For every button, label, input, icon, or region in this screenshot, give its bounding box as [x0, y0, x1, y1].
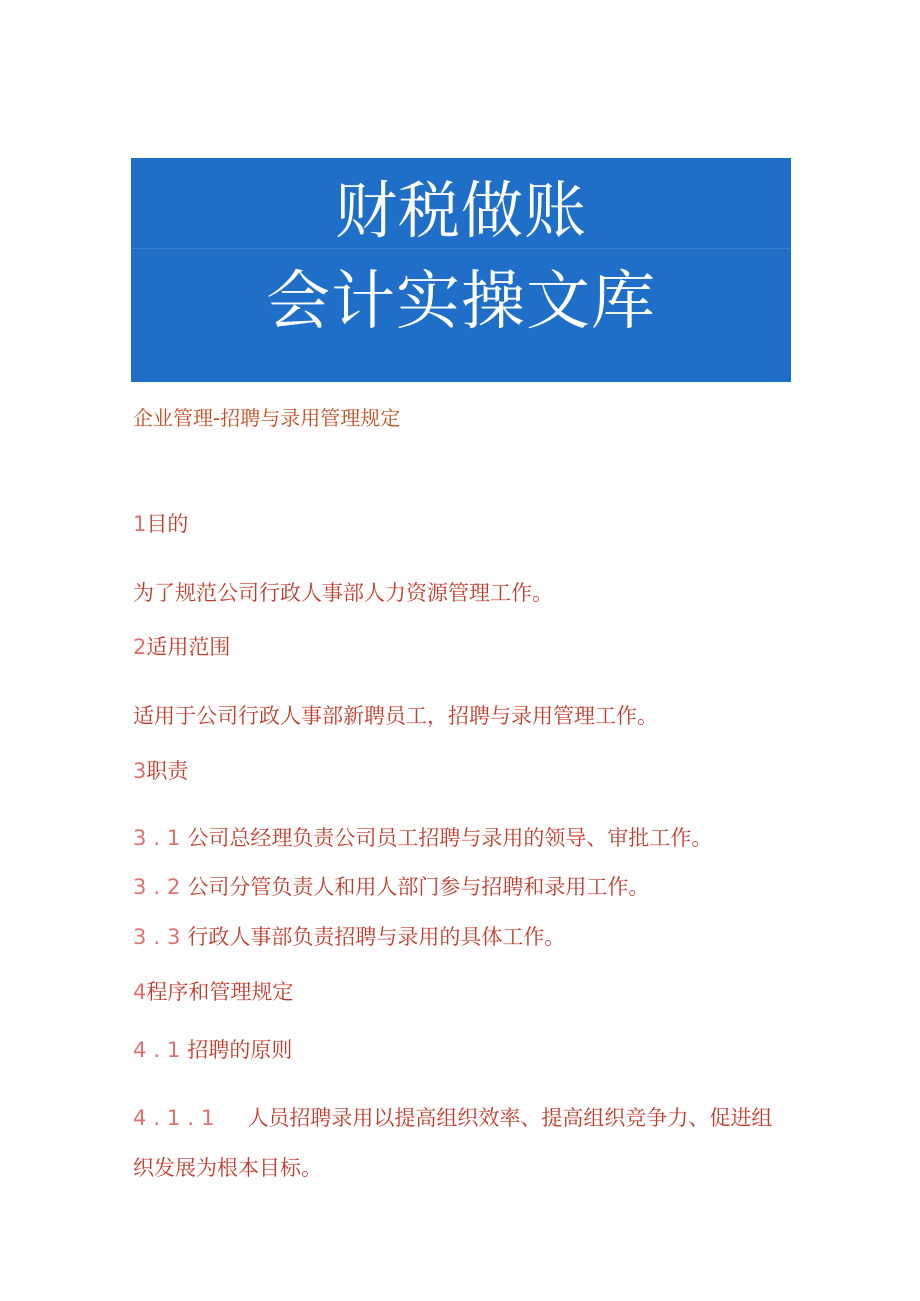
section-title: 职责 — [146, 759, 189, 783]
subsection-number: 4.1.1 — [133, 1106, 222, 1130]
header-banner — [131, 158, 791, 382]
subsection-body: 公司总经理负责公司员工招聘与录用的领导、审批工作。 — [187, 826, 713, 850]
subsection-number: 3.2 — [133, 875, 188, 899]
section-title: 程序和管理规定 — [146, 980, 294, 1004]
section-title: 适用范围 — [146, 635, 231, 659]
document-title: 企业管理-招聘与录用管理规定 — [133, 406, 401, 430]
subsection-title: 招聘的原则 — [187, 1038, 293, 1062]
section-2-body: 适用于公司行政人事部新聘员工，招聘与录用管理工作。 — [133, 704, 658, 728]
section-number: 1 — [133, 512, 147, 536]
subsection-number: 3.1 — [133, 826, 188, 850]
section-number: 2 — [133, 635, 147, 659]
subsection-body: 人员招聘录用以提高组织效率、提高组织竞争力、促进组 — [247, 1106, 773, 1130]
section-4-heading — [133, 976, 293, 1006]
subsection-body: 行政人事部负责招聘与录用的具体工作。 — [187, 925, 566, 949]
section-4-1-1-line2: 织发展为根本目标。 — [133, 1156, 322, 1180]
section-3-3 — [133, 921, 565, 951]
subsection-number: 3.3 — [133, 925, 188, 949]
section-3-heading — [133, 755, 188, 785]
banner-title-line2: 会计实操文库 — [266, 265, 656, 339]
section-1-body: 为了规范公司行政人事部人力资源管理工作。 — [133, 581, 553, 605]
section-4-1 — [133, 1034, 292, 1064]
banner-title-line1: 财税做账 — [334, 174, 587, 247]
section-number: 3 — [133, 759, 147, 783]
banner-divider — [131, 248, 791, 249]
subsection-number: 4.1 — [133, 1038, 188, 1062]
section-title: 目的 — [146, 512, 189, 536]
section-number: 4 — [133, 980, 147, 1004]
section-2-heading — [133, 631, 230, 661]
section-3-1 — [133, 822, 712, 852]
section-4-1-1-line1 — [133, 1102, 772, 1132]
subsection-body: 公司分管负责人和用人部门参与招聘和录用工作。 — [187, 875, 650, 899]
section-1-heading — [133, 508, 188, 538]
section-3-2 — [133, 871, 649, 901]
